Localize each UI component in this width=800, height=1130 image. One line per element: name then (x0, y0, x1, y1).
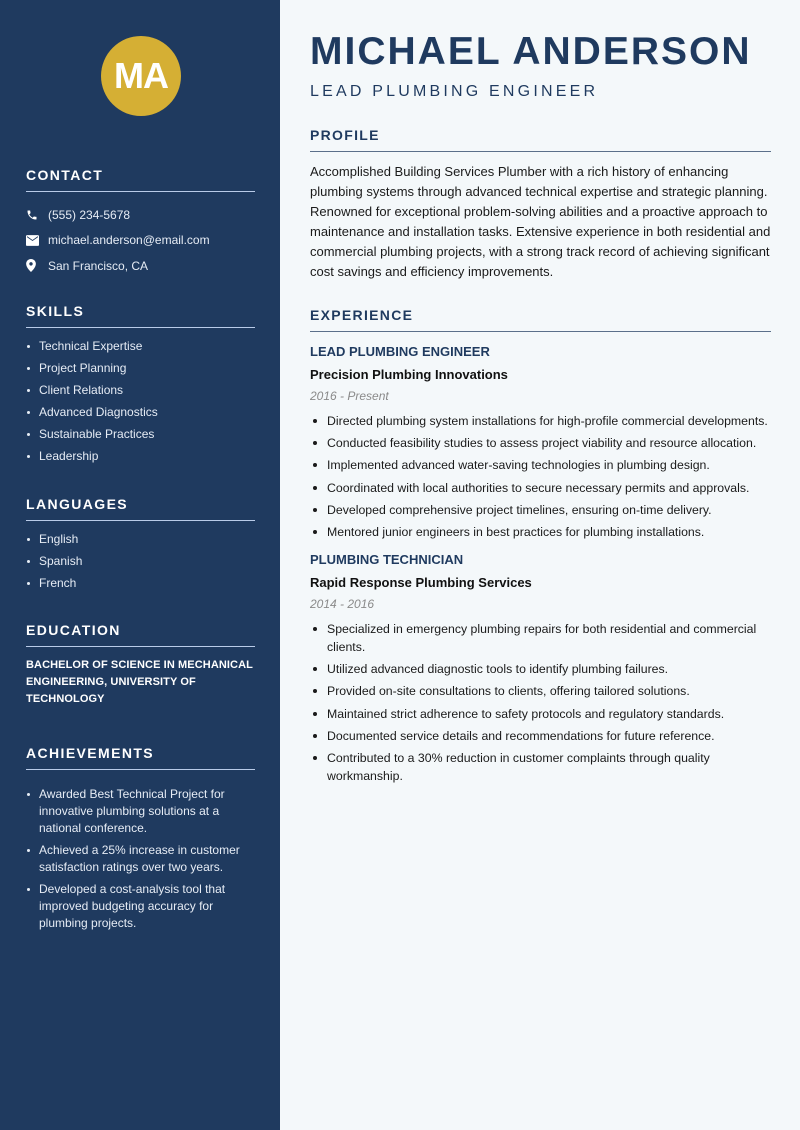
sidebar (0, 0, 280, 1130)
education-degree: BACHELOR OF SCIENCE IN MECHANICAL ENGINEERING, UNIVERSITY OF TECHNOLOGY (26, 659, 253, 705)
achievement-item: Developed a cost-analysis tool that improved budgeting accuracy for plumbing projects. (26, 881, 255, 932)
profile-section (310, 127, 771, 282)
job-company: Precision Plumbing Innovations (310, 367, 508, 382)
job-bullet: Directed plumbing system installations for high-profile commercial developments. (310, 412, 771, 430)
achievements-list (26, 786, 255, 932)
main-content (280, 0, 800, 1130)
contact-location (26, 253, 255, 279)
job-bullet: Utilized advanced diagnostic tools to identify plumbing failures. (310, 660, 771, 678)
language-item: Spanish (26, 553, 255, 570)
job-bullet: Specialized in emergency plumbing repairs for both residential and commercial clients. (310, 620, 771, 656)
avatar (101, 36, 181, 116)
skill-item: Advanced Diagnostics (26, 404, 255, 421)
skill-item: Sustainable Practices (26, 426, 255, 443)
achievements-heading: ACHIEVEMENTS (26, 745, 255, 770)
education-heading: EDUCATION (26, 622, 255, 647)
contact-location-text: San Francisco, CA (48, 258, 149, 273)
experience-heading: EXPERIENCE (310, 307, 771, 332)
language-item: French (26, 575, 255, 592)
location-pin-icon (26, 259, 48, 272)
skill-item: Leadership (26, 448, 255, 465)
achievement-item: Achieved a 25% increase in customer satisfaction ratings over two years. (26, 842, 255, 876)
job-company: Rapid Response Plumbing Services (310, 574, 532, 590)
contact-heading: CONTACT (26, 167, 255, 192)
experience-section (310, 307, 771, 789)
achievements-section (26, 745, 255, 937)
language-item: English (26, 531, 255, 548)
job-bullet: Documented service details and recommendations for future reference. (310, 727, 771, 745)
skill-item: Project Planning (26, 360, 255, 377)
achievement-item: Awarded Best Technical Project for innovative plumbing solutions at a national conference. (26, 786, 255, 837)
skill-item: Technical Expertise (26, 338, 255, 355)
contact-section (26, 167, 255, 279)
job-bullet: Mentored junior engineers in best practices for plumbing installations. (310, 523, 771, 541)
languages-section (26, 496, 255, 597)
job-entry (310, 551, 771, 785)
job-bullet: Implemented advanced water-saving technologies in plumbing design. (310, 456, 771, 474)
job-bullet: Developed comprehensive project timelines, ensuring on-time delivery. (310, 501, 771, 519)
skills-heading: SKILLS (26, 303, 255, 328)
contact-email[interactable] (26, 228, 255, 254)
job-bullet: Maintained strict adherence to safety protocols and regulatory standards. (310, 705, 771, 723)
job-role: LEAD PLUMBING ENGINEER (310, 344, 490, 359)
job-role: PLUMBING TECHNICIAN (310, 551, 464, 567)
job-entry (310, 343, 771, 541)
avatar-initials: MA (114, 55, 168, 96)
candidate-name: MICHAEL ANDERSON (310, 30, 752, 73)
job-bullet: Coordinated with local authorities to secure necessary permits and approvals. (310, 479, 771, 497)
job-bullets (310, 620, 771, 785)
education-section (26, 622, 255, 708)
email-icon (26, 235, 48, 246)
job-dates: 2016 - Present (310, 389, 389, 403)
profile-heading: PROFILE (310, 127, 771, 152)
contact-phone-text: (555) 234-5678 (48, 207, 131, 222)
phone-icon (26, 209, 48, 221)
languages-list (26, 531, 255, 592)
job-bullet: Contributed to a 30% reduction in customer complaints through quality workmanship. (310, 749, 771, 785)
job-bullet: Provided on-site consultations to clients, offering tailored solutions. (310, 682, 771, 700)
languages-heading: LANGUAGES (26, 496, 255, 521)
skills-section (26, 303, 255, 470)
candidate-title: LEAD PLUMBING ENGINEER (310, 83, 599, 100)
skill-item: Client Relations (26, 382, 255, 399)
job-bullet: Conducted feasibility studies to assess project viability and resource allocation. (310, 434, 771, 452)
contact-phone[interactable] (26, 202, 255, 228)
job-dates: 2014 - 2016 (310, 596, 375, 611)
skills-list (26, 338, 255, 465)
contact-email-text: michael.anderson@email.com (48, 233, 210, 248)
contact-list (26, 202, 255, 279)
profile-summary: Accomplished Building Services Plumber with a rich history of enhancing plumbing systems through advanced technical expertise and strategic planning. Renowned for exceptional problem-solving abilities and a proactive approach to maintenance and installation tasks. Extensive experience in both residential and commercial plumbing projects, with a strong track record of achieving significant cost savings and efficiency improvements. (310, 164, 771, 279)
job-bullets (310, 412, 771, 541)
